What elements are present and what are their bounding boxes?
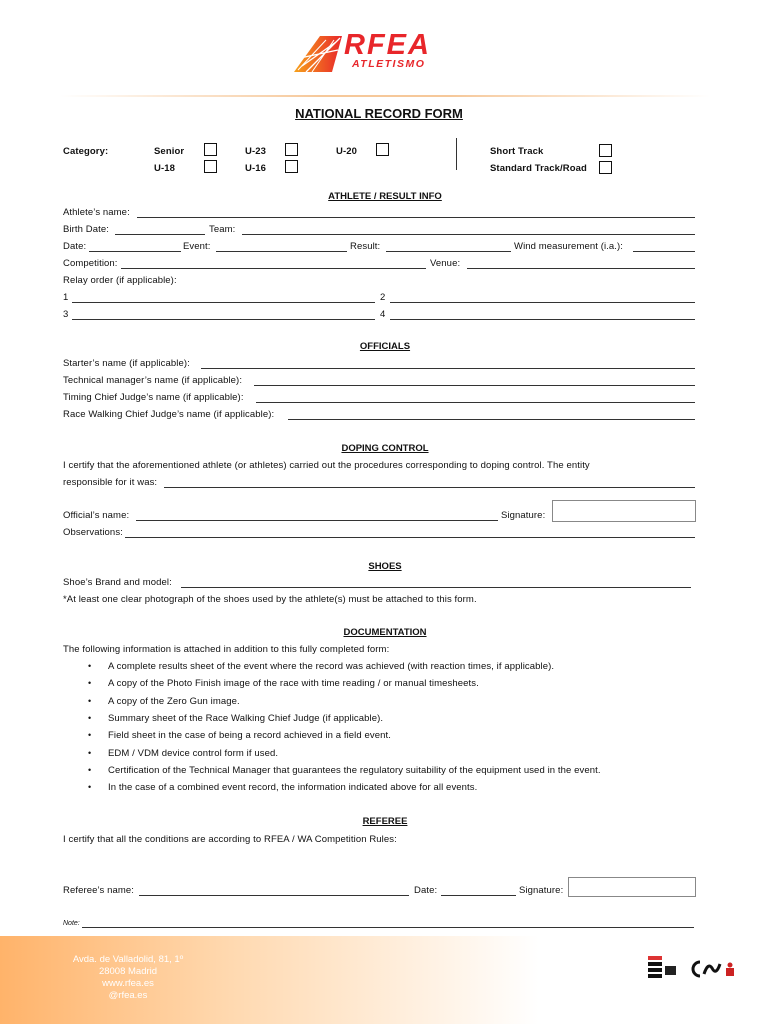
competition-label: Competition: (63, 258, 118, 269)
relay-3-label: 3 (63, 309, 69, 320)
doping-official-field[interactable] (136, 520, 498, 521)
competition-field[interactable] (121, 268, 426, 269)
logo-text-sub: ATLETISMO (352, 58, 426, 70)
u23-checkbox[interactable] (285, 143, 298, 156)
list-bullet-icon: • (88, 747, 92, 758)
doping-signature-box[interactable] (552, 500, 696, 522)
observations-field[interactable] (125, 537, 695, 538)
form-title: NATIONAL RECORD FORM (295, 106, 463, 121)
shoes-brand-label: Shoe’s Brand and model: (63, 577, 172, 588)
referee-name-label: Referee’s name: (63, 885, 135, 896)
footer (0, 936, 770, 1024)
documentation-item: A copy of the Zero Gun image. (108, 695, 240, 707)
u16-checkbox[interactable] (285, 160, 298, 173)
doping-text-2: responsible for it was: (63, 477, 158, 488)
relay-1-field[interactable] (72, 302, 375, 303)
starter-label: Starter’s name (if applicable): (63, 358, 190, 369)
u18-label: U-18 (154, 163, 175, 174)
documentation-intro: The following information is attached in addition to this fully completed form: (63, 644, 390, 655)
list-bullet-icon: • (88, 712, 92, 723)
u23-label: U-23 (245, 146, 266, 157)
list-bullet-icon: • (88, 782, 92, 793)
short-track-label: Short Track (490, 146, 544, 157)
footer-address-line-1: Avda. de Valladolid, 81, 1º (72, 954, 184, 965)
doping-signature-label: Signature: (501, 510, 546, 521)
header-divider (60, 95, 710, 97)
referee-date-label: Date: (414, 885, 438, 896)
team-label: Team: (209, 224, 236, 235)
footer-handle: @rfea.es (108, 990, 148, 1001)
shoes-heading: SHOES (368, 561, 402, 572)
shoes-brand-field[interactable] (181, 587, 691, 588)
relay-1-label: 1 (63, 292, 69, 303)
timing-judge-label: Timing Chief Judge’s name (if applicable): (63, 392, 244, 403)
sponsor-logo-2 (690, 958, 740, 980)
documentation-item: In the case of a combined event record, the information indicated above for all events. (108, 782, 478, 794)
footer-address-line-2: 28008 Madrid (98, 966, 158, 977)
documentation-item: EDM / VDM device control form if used. (108, 747, 279, 759)
sponsor-1-icon (646, 954, 678, 980)
relay-4-field[interactable] (390, 319, 695, 320)
athlete-name-label: Athlete’s name: (63, 207, 130, 218)
note-label: Note: (63, 920, 80, 927)
doping-heading: DOPING CONTROL (341, 443, 429, 454)
list-bullet-icon: • (88, 678, 92, 689)
relay-2-label: 2 (380, 292, 386, 303)
rfea-logo (292, 30, 462, 75)
event-label: Event: (183, 241, 211, 252)
referee-name-field[interactable] (139, 895, 409, 896)
technical-manager-label: Technical manager’s name (if applicable): (63, 375, 243, 386)
sponsor-logo-1 (646, 954, 678, 980)
category-label: Category: (63, 146, 109, 157)
doping-official-label: Official’s name: (63, 510, 130, 521)
referee-date-field[interactable] (441, 895, 516, 896)
documentation-item: A copy of the Photo Finish image of the race with time reading / or manual timesheets. (108, 678, 479, 690)
referee-heading: REFEREE (362, 816, 408, 827)
referee-text: I certify that all the conditions are according to RFEA / WA Competition Rules: (63, 834, 397, 845)
list-bullet-icon: • (88, 764, 92, 775)
venue-field[interactable] (467, 268, 695, 269)
relay-3-field[interactable] (72, 319, 375, 320)
documentation-heading: DOCUMENTATION (343, 627, 427, 638)
documentation-item: A complete results sheet of the event where the record was achieved (with reaction times, if applicable). (108, 661, 555, 672)
list-bullet-icon: • (88, 661, 92, 671)
shoes-note: *At least one clear photograph of the shoes used by the athlete(s) must be attached to this form. (63, 594, 477, 605)
team-field[interactable] (242, 234, 695, 235)
short-track-checkbox[interactable] (599, 144, 612, 157)
senior-checkbox[interactable] (204, 143, 217, 156)
u18-checkbox[interactable] (204, 160, 217, 173)
u20-label: U-20 (336, 146, 357, 157)
senior-label: Senior (154, 146, 185, 157)
u16-label: U-16 (245, 163, 266, 174)
athlete-name-field[interactable] (137, 217, 695, 218)
venue-label: Venue: (430, 258, 461, 269)
technical-manager-field[interactable] (254, 385, 695, 386)
documentation-item: Summary sheet of the Race Walking Chief Judge (if applicable). (108, 712, 384, 724)
starter-field[interactable] (201, 368, 695, 369)
race-walking-judge-field[interactable] (288, 419, 695, 420)
doping-entity-field[interactable] (164, 487, 695, 488)
referee-signature-box[interactable] (568, 877, 696, 897)
footer-website: www.rfea.es (102, 978, 154, 989)
logo-text-main: RFEA (344, 29, 431, 61)
relay-4-label: 4 (380, 309, 386, 320)
result-label: Result: (350, 241, 381, 252)
result-field[interactable] (386, 251, 511, 252)
sponsor-2-icon (690, 958, 740, 980)
wind-field[interactable] (633, 251, 695, 252)
referee-signature-label: Signature: (519, 885, 564, 896)
list-bullet-icon: • (88, 695, 92, 706)
birth-date-label: Birth Date: (63, 224, 109, 235)
note-field[interactable] (82, 927, 694, 928)
list-bullet-icon: • (88, 730, 92, 741)
category-separator (456, 138, 457, 170)
documentation-item: Field sheet in the case of being a record achieved in a field event. (108, 730, 391, 742)
relay-label: Relay order (if applicable): (63, 275, 177, 286)
officials-heading: OFFICIALS (359, 341, 411, 352)
doping-text-1: I certify that the aforementioned athlete (or athletes) carried out the procedures corresponding to doping control. The entity (63, 460, 590, 471)
birth-date-field[interactable] (115, 234, 205, 235)
timing-judge-field[interactable] (256, 402, 695, 403)
relay-2-field[interactable] (390, 302, 695, 303)
wind-label: Wind measurement (i.a.): (514, 241, 624, 252)
race-walking-judge-label: Race Walking Chief Judge’s name (if applicable): (63, 409, 275, 420)
standard-track-road-checkbox[interactable] (599, 161, 612, 174)
event-field[interactable] (216, 251, 347, 252)
standard-track-road-label: Standard Track/Road (490, 163, 587, 174)
date-field[interactable] (89, 251, 181, 252)
athlete-heading: ATHLETE / RESULT INFO (328, 191, 442, 202)
documentation-item: Certification of the Technical Manager that guarantees the regulatory suitability of the equipment used in the event. (108, 764, 601, 776)
observations-label: Observations: (63, 527, 123, 538)
date-label: Date: (63, 241, 87, 252)
u20-checkbox[interactable] (376, 143, 389, 156)
